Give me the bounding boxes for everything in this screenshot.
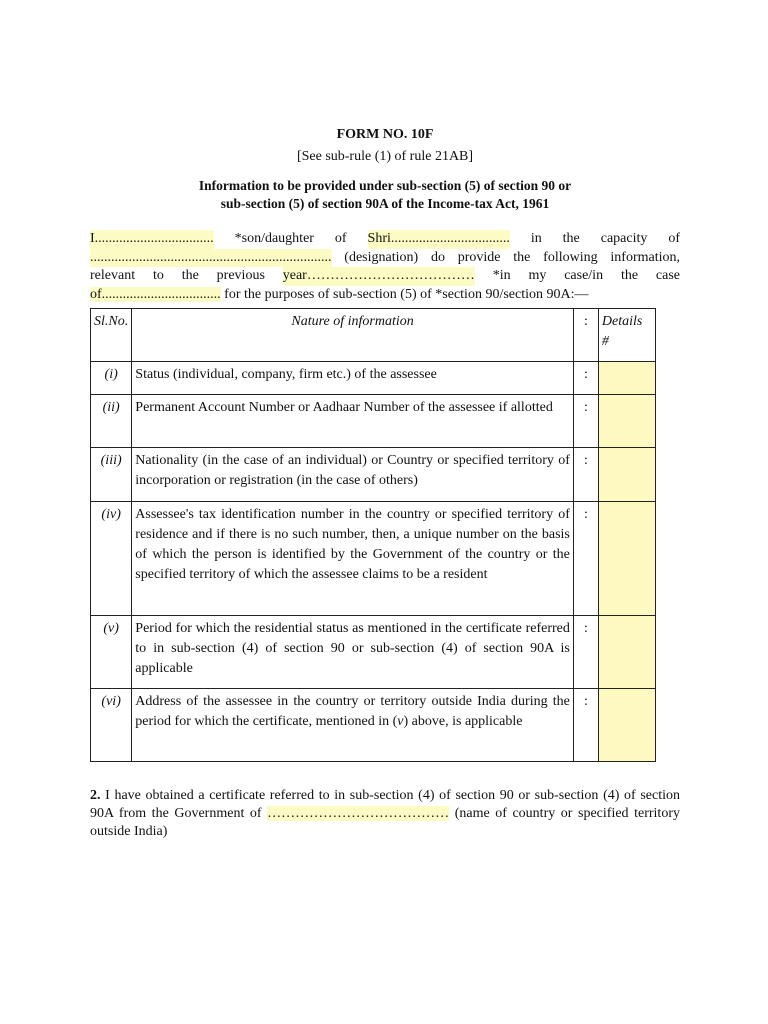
table-row: (iii) Nationality (in the case of an individual) or Country or specified territory of incorporation or registration (in the case of others) : (91, 448, 656, 502)
name-blank[interactable]: I.................................. (90, 230, 214, 249)
information-table (90, 308, 656, 762)
designation-blank[interactable]: ..................................................................... (90, 249, 332, 268)
case-of-blank[interactable]: of.................................. (90, 286, 221, 302)
form-heading (90, 177, 680, 213)
intro-line-3: relevant to the previous year……………………………… *in my case/in the case (90, 267, 680, 286)
country-blank[interactable]: ………………………………… (267, 806, 450, 821)
details-field-period[interactable] (598, 616, 655, 689)
intro-paragraph (90, 230, 680, 304)
intro-line-2: ..................................................................... (designation) do provide the following information, (90, 249, 680, 268)
form-page (90, 126, 680, 839)
previous-year-blank[interactable]: year……………………………… (283, 267, 475, 286)
paragraph-2: 2. I have obtained a certificate referred to in sub-section (4) of section 90 or sub-section (4) of section 90A from the Government of ………………………………… (name of country or specified territory outside India) (90, 788, 680, 839)
form-title: FORM NO. 10F (336, 127, 434, 142)
father-name-blank[interactable]: Shri.................................. (368, 230, 510, 249)
details-field-address[interactable] (598, 689, 655, 762)
table-row: (iv) Assessee's tax identification number in the country or specified territory of residence and if there is no such number, then, a unique number on the basis of which the person is identified by the Government of the country or the specified territory of which the assessee claims to be a resident : (91, 502, 656, 616)
details-field-nationality[interactable] (598, 448, 655, 502)
table-row: (ii) Permanent Account Number or Aadhaar Number of the assessee if allotted : (91, 395, 656, 448)
header-details: Details # (598, 309, 655, 362)
intro-line-4: of.................................. for the purposes of sub-section (5) of *section 90/section 90A:— (90, 286, 589, 302)
header-sl-no: Sl.No. (91, 309, 132, 362)
details-field-pan[interactable] (598, 395, 655, 448)
details-field-tin[interactable] (598, 502, 655, 616)
heading-line-1: Information to be provided under sub-section (5) of section 90 or (198, 178, 572, 193)
header-nature: Nature of information (132, 309, 574, 362)
table-header-row (91, 309, 656, 362)
table-row: (v) Period for which the residential status as mentioned in the certificate referred to in sub-section (4) of section 90 or sub-section (4) of section 90A is applicable : (91, 616, 656, 689)
form-subtitle: [See sub-rule (1) of rule 21AB] (296, 149, 474, 164)
heading-line-2: sub-section (5) of section 90A of the Income-tax Act, 1961 (220, 196, 550, 211)
header-colon: : (573, 309, 598, 362)
table-row: (i) Status (individual, company, firm etc.) of the assessee : (91, 362, 656, 395)
table-row: (vi) Address of the assessee in the country or territory outside India during the period for which the certificate, mentioned in (v) above, is applicable : (91, 689, 656, 762)
intro-line-1: I.................................. *son/daughter of Shri.................................. in the capacity of (90, 230, 680, 249)
details-field-status[interactable] (598, 362, 655, 395)
paragraph-number: 2. (90, 788, 101, 803)
